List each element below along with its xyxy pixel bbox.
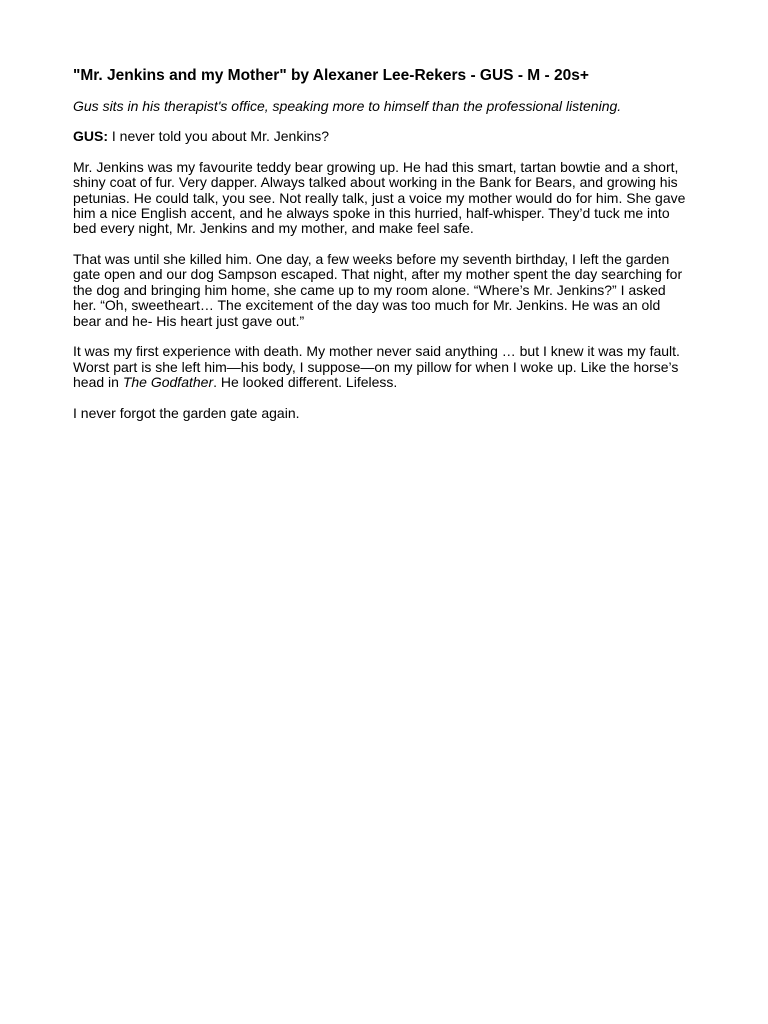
paragraph-line: Mr. Jenkins was my favourite teddy bear growing up. He had this smart, tartan bowtie and a short, [73, 158, 679, 175]
document-page [73, 66, 703, 437]
text-fragment: head in [73, 374, 123, 391]
dialogue-line [73, 129, 703, 144]
paragraph-line [73, 375, 703, 390]
paragraph-line: her. “Oh, sweetheart… The excitement of the day was too much for Mr. Jenkins. He was an old [73, 297, 661, 314]
paragraph-line: bed every night, Mr. Jenkins and my mother, and make feel safe. [73, 220, 474, 237]
paragraph-line: That was until she killed him. One day, a few weeks before my seventh birthday, I left the garden [73, 251, 670, 268]
paragraph-line: the dog and bringing him home, she came up to my room alone. “Where’s Mr. Jenkins?” I asked [73, 281, 666, 298]
paragraph-line: shiny coat of fur. Very dapper. Always talked about working in the Bank for Bears, and growing his [73, 174, 678, 191]
speaker-name: GUS: [73, 128, 108, 144]
paragraph-killed [73, 252, 703, 329]
paragraph-line: gate open and our dog Sampson escaped. That night, after my mother spent the day searching for [73, 266, 683, 283]
film-title: The Godfather [122, 374, 214, 391]
paragraph-closing [73, 406, 703, 421]
paragraph-line: I never forgot the garden gate again. [73, 404, 300, 421]
paragraph-line: him a nice English accent, and he always spoke in this hurried, half-whisper. They’d tuck me into [73, 204, 670, 221]
paragraph-line: It was my first experience with death. My mother never said anything … but I knew it was my fault. [73, 343, 680, 360]
paragraph-line: Worst part is she left him—his body, I suppose—on my pillow for when I woke up. Like the horse’s [73, 358, 679, 375]
paragraph-line: petunias. He could talk, you see. Not really talk, just a voice my mother would do for him. She gave [73, 189, 686, 206]
paragraph-teddy-bear [73, 160, 703, 237]
paragraph-line: bear and he- His heart just gave out.” [73, 312, 305, 329]
stage-direction: Gus sits in his therapist's office, speaking more to himself than the professional listening. [73, 98, 622, 114]
dialogue-text: I never told you about Mr. Jenkins? [108, 128, 330, 144]
text-fragment: . He looked different. Lifeless. [213, 374, 398, 391]
paragraph-death [73, 344, 703, 390]
document-title: "Mr. Jenkins and my Mother" by Alexaner Lee-Rekers - GUS - M - 20s+ [73, 67, 589, 84]
